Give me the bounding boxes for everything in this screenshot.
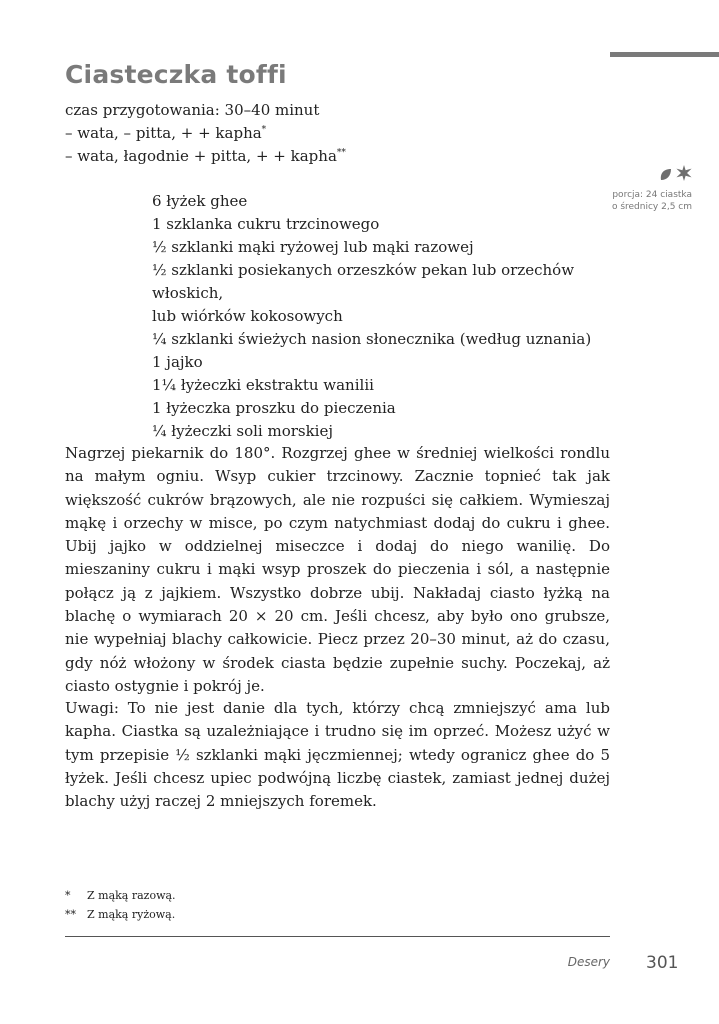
portion-note [612, 189, 692, 213]
side-icons [612, 165, 692, 185]
dosha-line-2-text: – wata, łagodnie + pitta, + + kapha [65, 147, 337, 165]
dosha-line-2 [65, 145, 346, 168]
ingredient-item: ¼ szklanki świeżych nasion słonecznika (według uznania) [152, 330, 592, 348]
ingredient-item: ½ szklanki posiekanych orzeszków pekan lub orzechów włoskich, [152, 261, 575, 302]
dosha-line-1 [65, 122, 346, 145]
side-info [612, 165, 692, 213]
footnotes [65, 886, 176, 924]
portion-line-2: o średnicy 2,5 cm [611, 202, 692, 212]
running-footer-section: Desery [567, 955, 610, 969]
footer-rule [65, 936, 610, 937]
notes-paragraph: Uwagi: To nie jest danie dla tych, którzy chcą zmniejszyć ama lub kapha. Ciastka są uzależniające i trudno się im oprzeć. Możesz użyć w tym przepisie ½ szklanki mąki jęczmiennej; wtedy ogranicz ghee do 5 łyżek. Jeśli chcesz upiec podwójną liczbę ciastek, zamiast jednej dużej blachy użyj raczej 2 mniejszych foremek. [65, 699, 610, 811]
recipe-title: Ciasteczka toffi [65, 60, 287, 89]
footnote-text: Z mąką razową. [87, 889, 176, 902]
ingredient-item: 1 jajko [152, 353, 203, 371]
ingredient-item: ½ szklanki mąki ryżowej lub mąki razowej [152, 238, 474, 256]
footnote-ref-1: * [261, 125, 267, 135]
recipe-meta [65, 99, 346, 168]
leaf-icon [659, 166, 672, 185]
footnote-item [65, 905, 176, 924]
instructions-paragraph: Nagrzej piekarnik do 180°. Rozgrzej ghee w średniej wielkości rondlu na małym ogniu. Wsyp cukier trzcinowy. Zacznie topnieć tak jak większość cukrów brązowych, ale nie rozpuści się całkiem. Wymieszaj mąkę i orzechy w misce, po czym natychmiast dodaj do cukru i ghee. Ubij jajko w oddzielnej miseczce i dodaj do niego wanilię. Do mieszaniny cukru i mąki wsyp proszek do pieczenia i sól, a następnie połącz ją z jajkiem. Wszystko dobrze ubij. Nakładaj ciasto łyżką na blachę o wymiarach 20 × 20 cm. Jeśli chcesz, aby było ono grubsze, nie wypełniaj blachy całkowicie. Piecz przez 20–30 minut, aż do czasu, gdy nóż włożony w środek ciasta będzie zupełnie suchy. Poczekaj, aż ciasto ostygnie i pokrój je. [65, 444, 610, 695]
prep-time: czas przygotowania: 30–40 minut [65, 101, 320, 119]
ingredient-item: lub wiórków kokosowych [152, 307, 343, 325]
top-decorative-rule [610, 52, 719, 57]
dosha-line-1-text: – wata, – pitta, + + kapha [65, 124, 262, 142]
ingredient-item: 1¼ łyżeczki ekstraktu wanilii [152, 376, 374, 394]
ingredient-item: 1 łyżeczka proszku do pieczenia [152, 399, 396, 417]
footnote-text: Z mąką ryżową. [87, 908, 176, 921]
ingredient-item: 6 łyżek ghee [152, 192, 248, 210]
portion-line-1: porcja: 24 ciastka [612, 190, 692, 200]
star-icon [676, 165, 692, 185]
page-number: 301 [646, 953, 679, 973]
ingredient-item: 1 szklanka cukru trzcinowego [152, 215, 380, 233]
footnote-item [65, 886, 176, 905]
footnote-mark: ** [65, 908, 76, 921]
ingredient-list [152, 190, 622, 443]
footnote-mark: * [65, 889, 71, 902]
footnote-ref-2: ** [336, 148, 346, 158]
ingredient-item: ¼ łyżeczki soli morskiej [152, 422, 334, 440]
